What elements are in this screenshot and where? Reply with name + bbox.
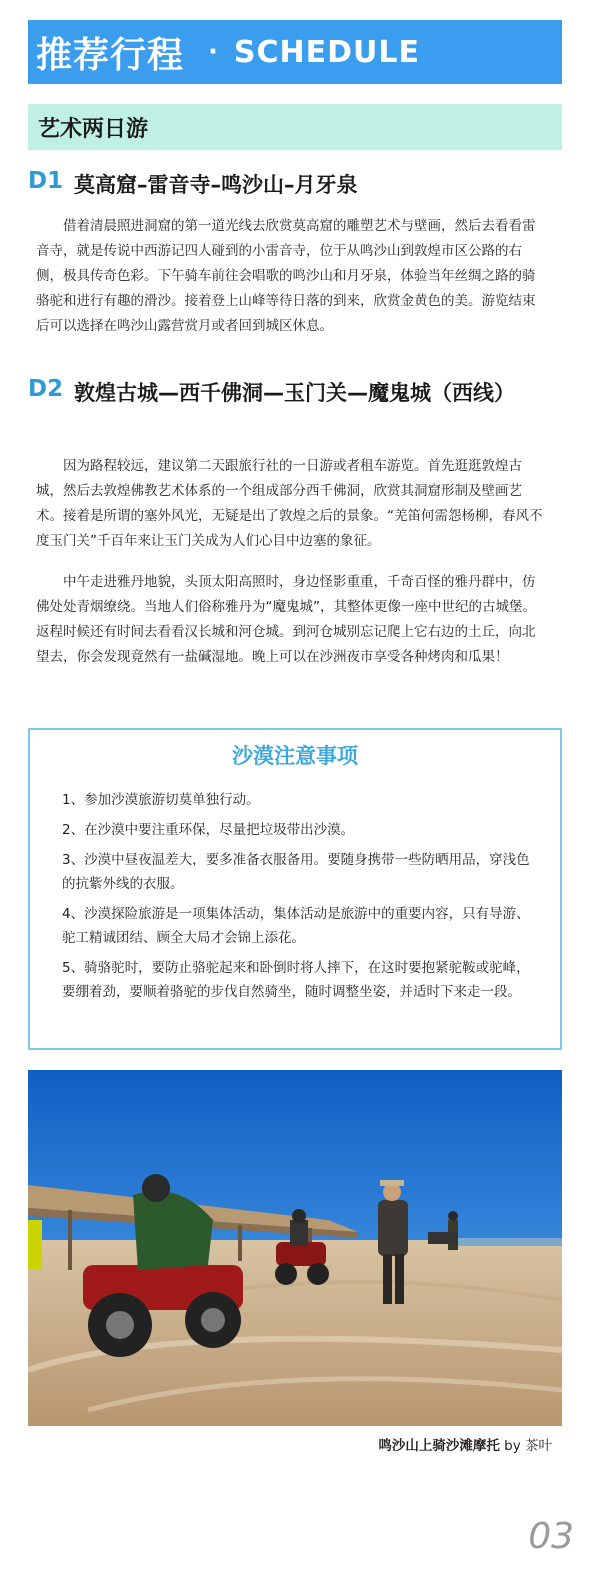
day1-title: 莫高窟–雷音寺–鸣沙山–月牙泉 (74, 173, 358, 197)
day2-code: D2 (28, 376, 64, 402)
subtitle-text: 艺术两日游 (38, 116, 149, 142)
itinerary-subtitle (28, 104, 562, 150)
header-title-cn: 推荐行程 (36, 34, 185, 76)
day1-paragraph: 借着清晨照进洞窟的第一道光线去欣赏莫高窟的雕塑艺术与壁画，然后去看看雷音寺，就是传说中西游记四人碰到的小雷音寺，位于从鸣沙山到敦煌市区公路的右侧，极具传奇色彩。下午骑车前往会唱歌的鸣沙山和月牙泉，体验当年丝绸之路的骑骆驼和进行有趣的滑沙。接着登上山峰等待日落的到来，欣赏金黄色的美。游览结束后可以选择在鸣沙山露营赏月或者回到城区休息。 (36, 218, 536, 334)
section-header (28, 20, 562, 84)
day2-paragraph-2: 中午走进雅丹地貌，头顶太阳高照时，身边怪影重重，千奇百怪的雅丹群中，仿佛处处青烟缭绕。当地人们俗称雅丹为“魔鬼城”，其整体更像一座中世纪的古城堡。返程时候还有时间去看看汉长城和河仓城。到河仓城别忘记爬上它右边的土丘，向北望去，你会发现竟然有一盐碱湿地。晚上可以在沙洲夜市享受各种烤肉和瓜果！ (36, 574, 536, 665)
desert-notes-box (28, 728, 562, 1050)
header-title-en: SCHEDULE (233, 34, 421, 70)
notes-title: 沙漠注意事项 (232, 744, 358, 768)
notes-item: 2、在沙漠中要注重环保，尽量把垃圾带出沙漠。 (62, 822, 355, 838)
notes-item: 1、参加沙漠旅游切莫单独行动。 (62, 792, 260, 808)
photo-caption (378, 1434, 552, 1454)
notes-item: 3、沙漠中昼夜温差大，要多准备衣服备用。要随身携带一些防晒用品，穿浅色的抗紫外线的衣服。 (62, 852, 530, 892)
day2-heading (28, 376, 562, 446)
notes-item: 4、沙漠探险旅游是一项集体活动，集体活动是旅游中的重要内容，只有导游、驼工精诚团结、顾全大局才会锦上添花。 (62, 906, 530, 946)
page-number: 03 (528, 1516, 574, 1557)
day2-paragraph-1: 因为路程较远，建议第二天跟旅行社的一日游或者租车游览。首先逛逛敦煌古城，然后去敦煌佛教艺术体系的一个组成部分西千佛洞，欣赏其洞窟形制及壁画艺术。接着是所谓的塞外风光，无疑是出了敦煌之后的景象。“羌笛何需怨杨柳，春风不度玉门关”千百年来让玉门关成为人们心目中边塞的象征。 (36, 458, 543, 549)
caption-credit: by 茶叶 (504, 1438, 552, 1454)
notes-item: 5、骑骆驼时，要防止骆驼起来和卧倒时将人摔下，在这时要抱紧驼鞍或驼峰，要绷着劲，要顺着骆驼的步伐自然骑坐，随时调整坐姿，并适时下来走一段。 (62, 960, 530, 1000)
day2-title: 敦煌古城—西千佛洞—玉门关—魔鬼城（西线） (74, 381, 515, 405)
header-separator: · (208, 37, 218, 67)
desert-atv-photo (28, 1070, 562, 1426)
day1-heading (28, 168, 562, 204)
day1-code: D1 (28, 168, 64, 194)
caption-main: 鸣沙山上骑沙滩摩托 (378, 1438, 500, 1454)
photo-illustration (28, 1070, 562, 1426)
notes-list (62, 788, 542, 1010)
